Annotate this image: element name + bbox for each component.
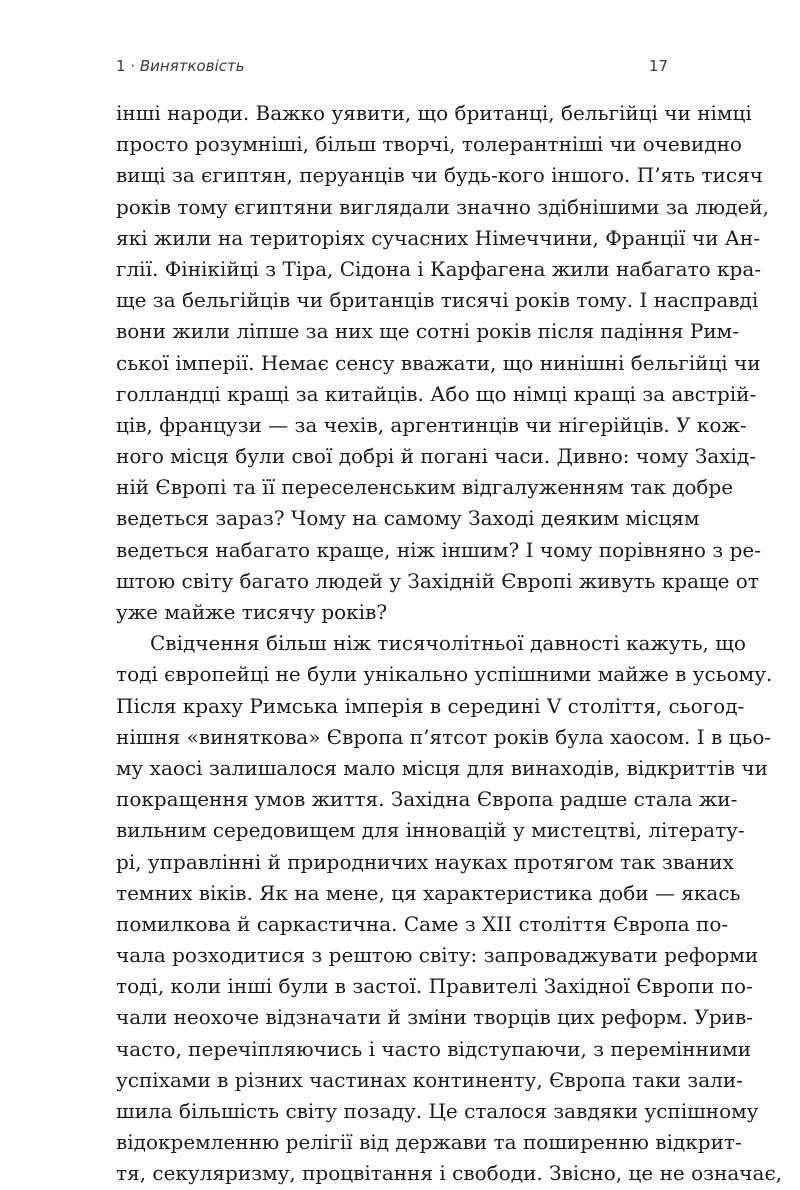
text-line: вильним середовищем для інновацій у мистецтві, літерату- <box>116 818 745 843</box>
paragraph <box>116 98 770 628</box>
text-line: му хаосі залишалося мало місця для винаходів, відкриттів чи <box>116 755 768 780</box>
text-line: років тому єгиптяни виглядали значно здібнішими за людей, <box>116 194 770 219</box>
text-line: які жили на територіях сучасних Німеччини, Франції чи Ан- <box>116 225 761 250</box>
chapter-heading <box>116 57 245 75</box>
text-line: вони жили ліпше за них ще сотні років після падіння Рим- <box>116 319 739 344</box>
text-line: шила більшість світу позаду. Це сталося завдяки успішному <box>116 1099 759 1123</box>
text-line: штою світу багато людей у Західній Європі живуть краще от <box>116 568 759 593</box>
chapter-separator: · <box>130 57 136 75</box>
text-line: тоді, коли інші були в застої. Правителі Західної Європи по- <box>116 974 753 999</box>
text-line: ного місця були свої добрі й погані часи. Дивно: чому Захід- <box>116 444 756 469</box>
text-line: уже майже тисячу років? <box>116 600 388 624</box>
text-line: ведеться набагато краще, ніж іншим? І чому порівняно з ре- <box>116 537 761 562</box>
text-line: покращення умов життя. Західна Європа радше стала жи- <box>116 787 738 812</box>
text-line: чали неохоче відзначати й зміни творців цих реформ. Урив- <box>116 1005 753 1030</box>
text-line: нішня «виняткова» Європа п’ятсот років була хаосом. І в цьо- <box>116 724 772 749</box>
text-line: просто розумніші, більш творчі, толерантніші чи очевидно <box>116 132 742 157</box>
text-line: Свідчення більш ніж тисячолітньої давності кажуть, що <box>150 631 746 656</box>
text-line: рі, управлінні й природничих науках протягом так званих <box>116 849 734 874</box>
text-line: часто, перечіпляючись і часто відступаючи, з перемінними <box>116 1036 752 1061</box>
text-line: ців, французи — за чехів, аргентинців чи нігерійців. У кож- <box>116 412 747 437</box>
running-head <box>116 57 668 75</box>
text-line: успіхами в різних частинах континенту, Європа таки зали- <box>116 1067 743 1092</box>
text-line: відокремленню релігії від держави та поширенню відкрит- <box>116 1130 742 1155</box>
text-line: вищі за єгиптян, перуанців чи будь-кого іншого. П’ять тисяч <box>116 163 763 188</box>
text-line: ведеться зараз? Чому на самому Заході деяким місцям <box>116 506 700 531</box>
text-line: голландці кращі за китайців. Або що німці кращі за австрій- <box>116 381 757 406</box>
text-line: глії. Фінікійці з Тіра, Сідона і Карфагена жили набагато кра- <box>116 256 762 281</box>
paragraph <box>116 628 783 1189</box>
body-text <box>116 98 783 1190</box>
text-line: ще за бельгійців чи британців тисячі років тому. І насправді <box>116 288 759 313</box>
text-line: тя, секуляризму, процвітання і свободи. Звісно, це не означає, <box>116 1161 783 1186</box>
text-line: темних віків. Як на мене, ця характеристика доби — якась <box>116 880 741 905</box>
text-line: ської імперії. Немає сенсу вважати, що нинішні бельгійці чи <box>116 350 761 375</box>
page-number: 17 <box>648 57 668 75</box>
text-line: ній Європі та її переселенським відгалуженням так добре <box>116 475 734 500</box>
chapter-number: 1 <box>116 57 126 75</box>
text-line: інші народи. Важко уявити, що британці, бельгійці чи німці <box>116 101 752 125</box>
text-line: чала розходитися з рештою світу: запроваджувати реформи <box>116 943 759 968</box>
text-line: тоді європейці не були унікально успішними майже в усьому. <box>116 662 773 687</box>
chapter-title: Винятковість <box>139 57 245 75</box>
text-line: Після краху Римська імперія в середині V століття, сьогод- <box>116 693 745 718</box>
text-line: помилкова й саркастична. Саме з XII століття Європа по- <box>116 911 729 936</box>
